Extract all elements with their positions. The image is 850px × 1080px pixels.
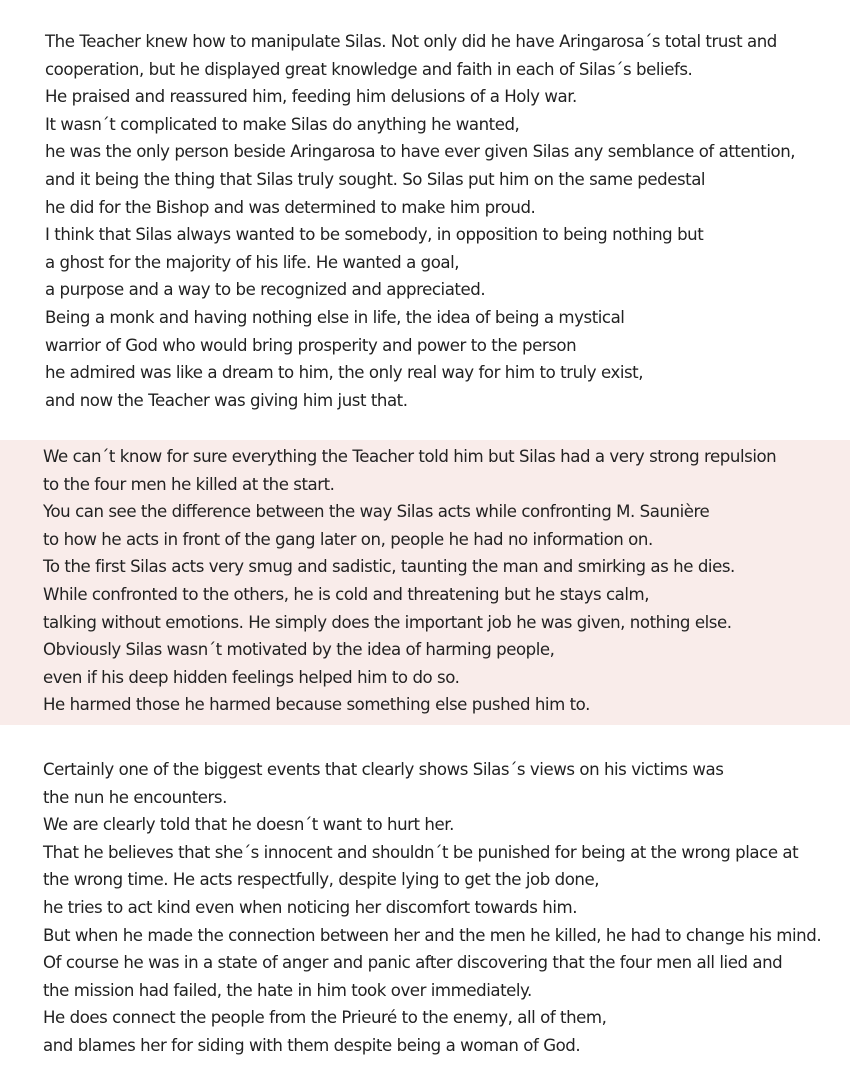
paragraph-3 (0, 755, 850, 1065)
text-line: and it being the thing that Silas truly sought. So Silas put him on the same pedestal (45, 169, 706, 189)
text-line: You can see the difference between the way Silas acts while confronting M. Saunière (43, 502, 710, 522)
text-line: cooperation, but he displayed great knowledge and faith in each of Silas´s beliefs. (45, 59, 693, 79)
text-line: I think that Silas always wanted to be somebody, in opposition to being nothing but (45, 225, 704, 245)
text-line: We are clearly told that he doesn´t want to hurt her. (43, 815, 454, 835)
text-line: a purpose and a way to be recognized and appreciated. (45, 280, 486, 300)
text-line: Obviously Silas wasn´t motivated by the idea of harming people, (43, 640, 555, 660)
text-line: and blames her for siding with them despite being a woman of God. (43, 1035, 581, 1055)
text-line: the nun he encounters. (43, 787, 227, 807)
text-line: To the first Silas acts very smug and sadistic, taunting the man and smirking as he dies. (43, 557, 735, 577)
text-line: to how he acts in front of the gang later on, people he had no information on. (43, 529, 653, 549)
text-line: a ghost for the majority of his life. He wanted a goal, (45, 252, 460, 272)
text-line: That he believes that she´s innocent and shouldn´t be punished for being at the wrong place at (43, 842, 799, 862)
text-line: the mission had failed, the hate in him took over immediately. (43, 980, 532, 1000)
text-line: he admired was like a dream to him, the only real way for him to truly exist, (45, 363, 644, 383)
text-line: the wrong time. He acts respectfully, despite lying to get the job done, (43, 870, 600, 890)
text-line: Of course he was in a state of anger and panic after discovering that the four men all lied and (43, 953, 783, 973)
paragraph-2-highlighted (0, 440, 850, 725)
paragraph-1 (0, 24, 850, 419)
text-line: The Teacher knew how to manipulate Silas. Not only did he have Aringarosa´s total trust and (45, 32, 777, 51)
text-line: and now the Teacher was giving him just that. (45, 390, 408, 410)
text-line: even if his deep hidden feelings helped him to do so. (43, 667, 460, 687)
text-line: he tries to act kind even when noticing her discomfort towards him. (43, 897, 578, 917)
text-line: Certainly one of the biggest events that clearly shows Silas´s views on his victims was (43, 760, 724, 779)
text-line: he did for the Bishop and was determined to make him proud. (45, 197, 536, 217)
text-line: Being a monk and having nothing else in life, the idea of being a mystical (45, 307, 625, 327)
text-line: He does connect the people from the Prieuré to the enemy, all of them, (43, 1008, 607, 1028)
text-line: to the four men he killed at the start. (43, 474, 335, 494)
text-line: warrior of God who would bring prosperity and power to the person (45, 335, 577, 355)
paragraph-2-lines (43, 443, 776, 719)
text-line: But when he made the connection between her and the men he killed, he had to change his mind. (43, 925, 822, 945)
text-line: talking without emotions. He simply does the important job he was given, nothing else. (43, 612, 732, 632)
text-line: We can´t know for sure everything the Teacher told him but Silas had a very strong repulsion (43, 447, 777, 466)
text-line: He praised and reassured him, feeding him delusions of a Holy war. (45, 87, 577, 107)
paragraph-3-lines (43, 756, 821, 1060)
text-line: He harmed those he harmed because something else pushed him to. (43, 695, 590, 715)
paragraph-1-lines (45, 28, 795, 414)
text-line: It wasn´t complicated to make Silas do anything he wanted, (45, 114, 520, 134)
text-line: he was the only person beside Aringarosa to have ever given Silas any semblance of attention, (45, 142, 796, 162)
text-line: While confronted to the others, he is cold and threatening but he stays calm, (43, 584, 650, 604)
